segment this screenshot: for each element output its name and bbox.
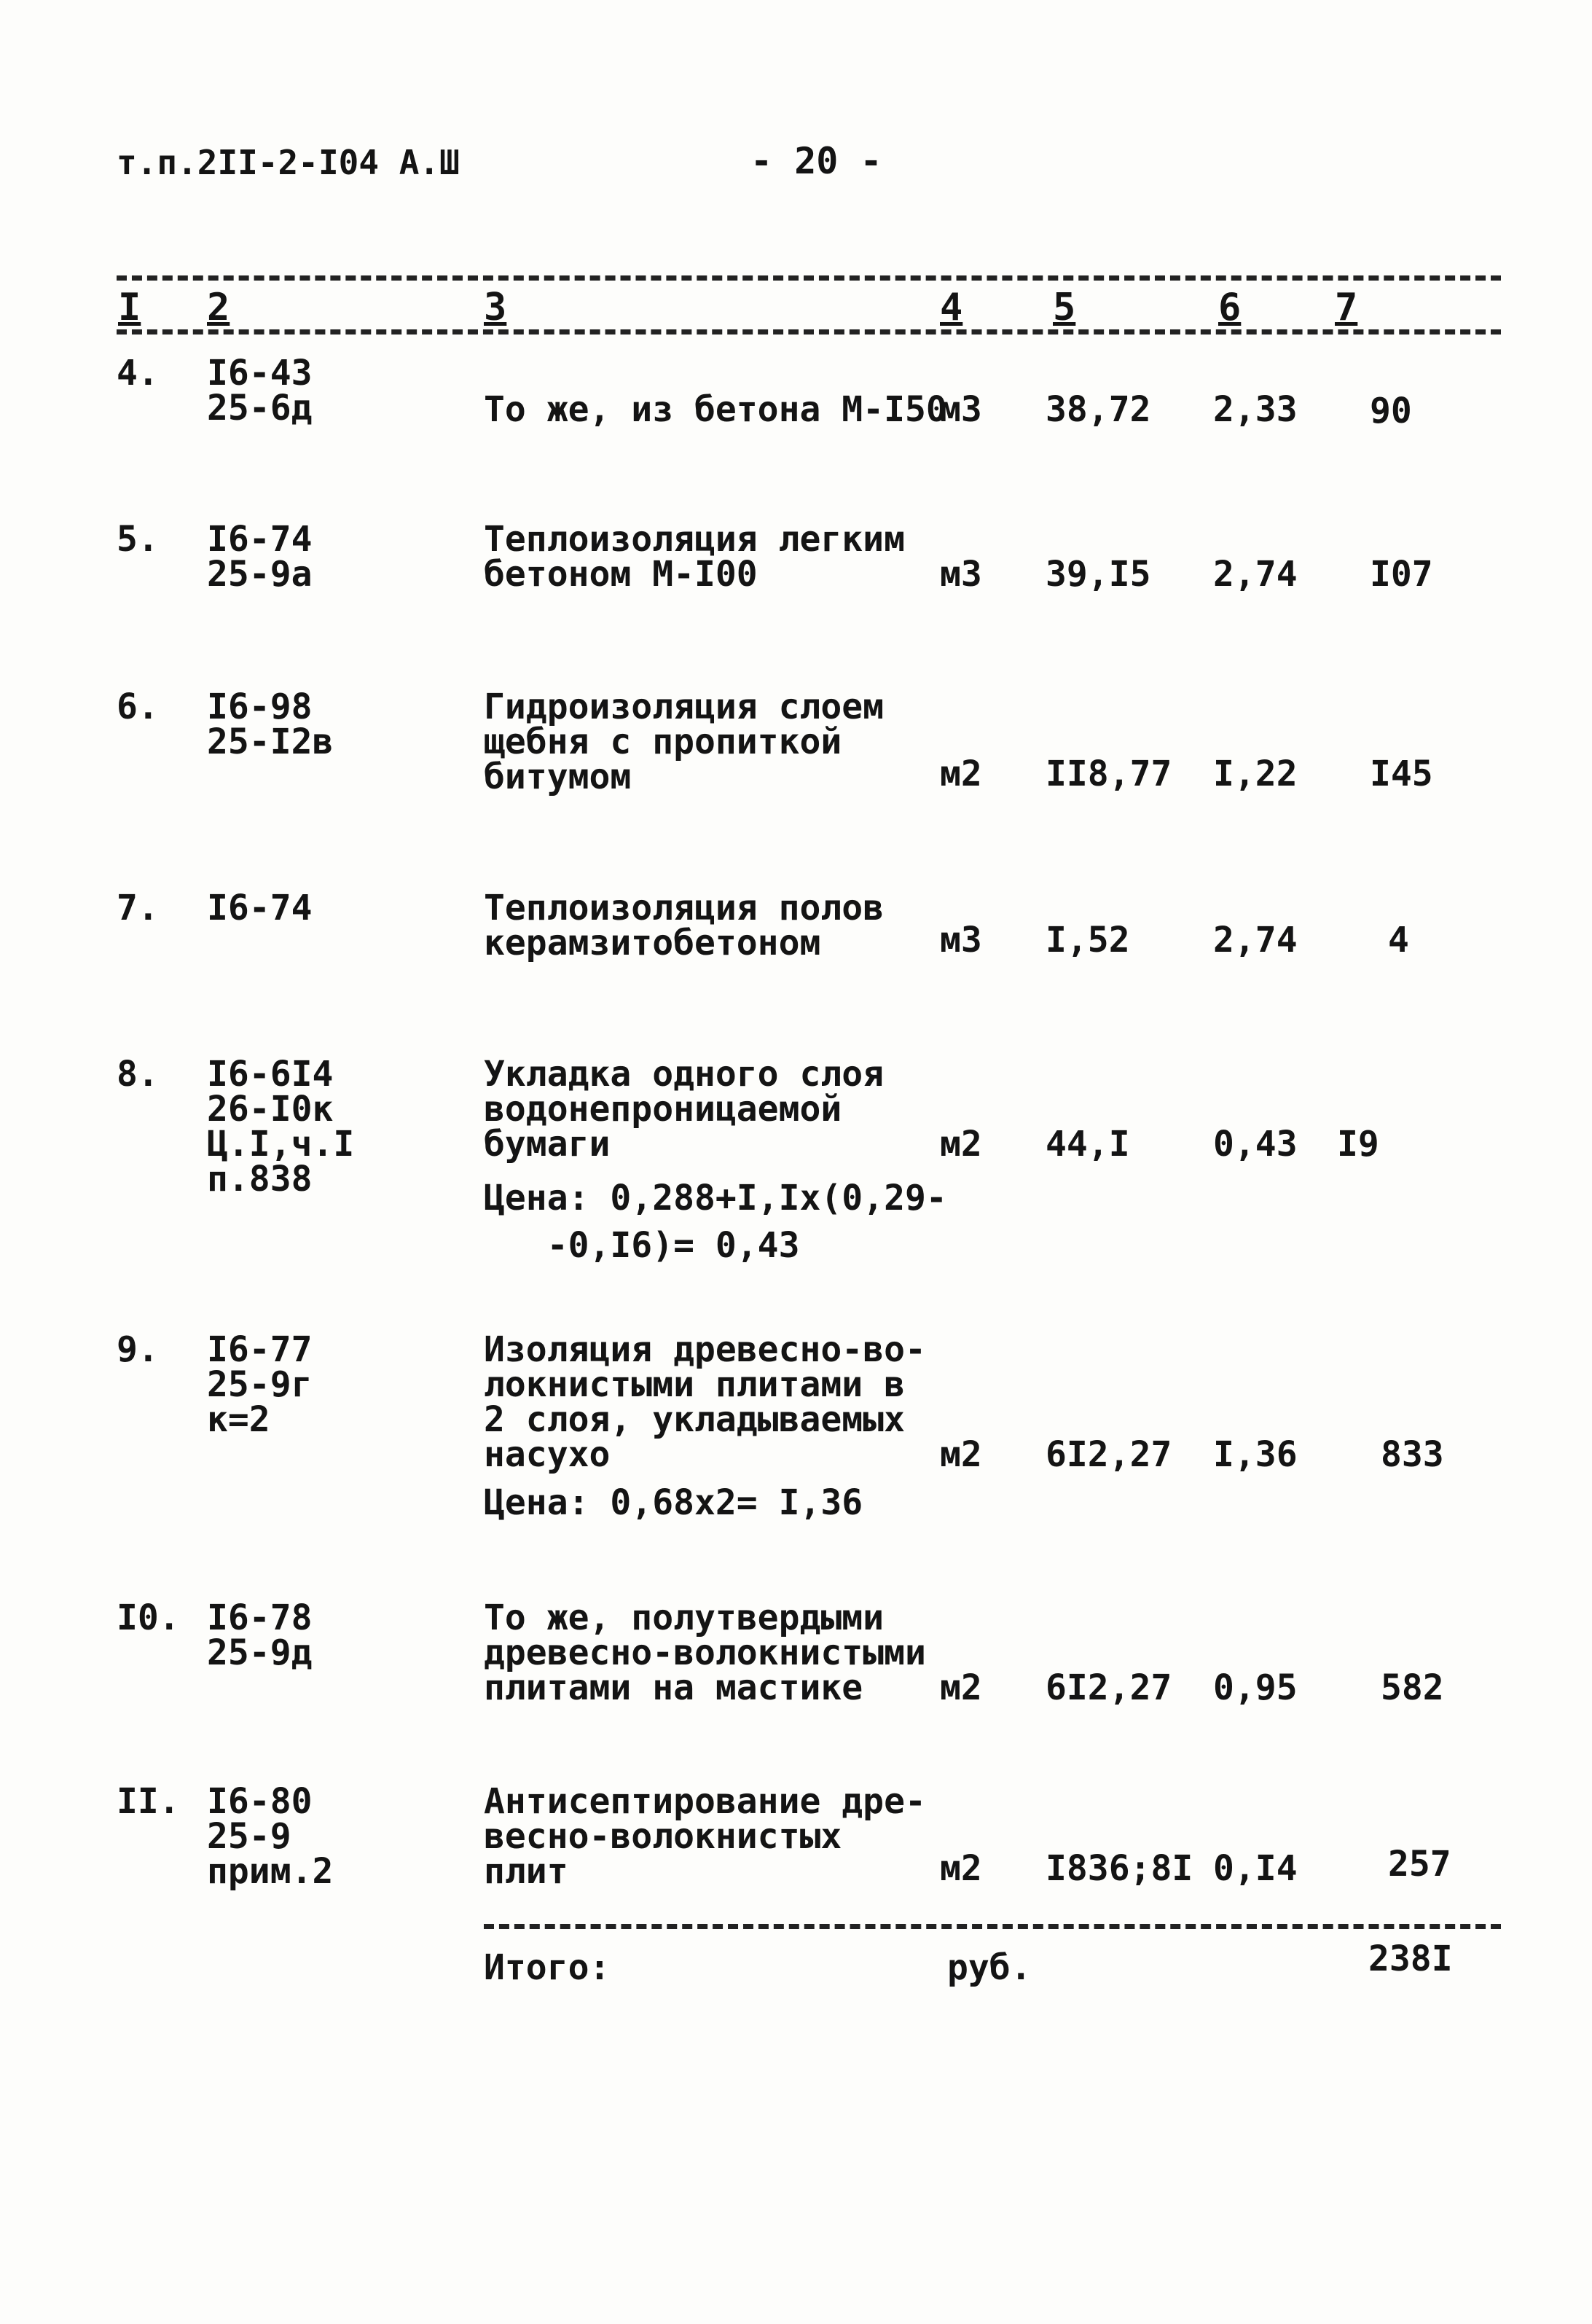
summary-label: Итого:	[484, 1947, 611, 1988]
row-quantity: 39,I5	[1046, 554, 1151, 595]
row-total: 257	[1388, 1844, 1451, 1885]
row-quantity: II8,77	[1046, 754, 1172, 794]
row-code: I6-74 25-9а	[207, 519, 313, 595]
row-description: Теплоизоляция легким бетоном М-I00	[484, 519, 905, 595]
price-note: Цена: 0,68х2= I,36	[484, 1482, 863, 1523]
row-number: 8.	[117, 1054, 159, 1095]
row-unit: м2	[940, 754, 982, 794]
row-quantity: 44,I	[1046, 1124, 1130, 1165]
row-price: 2,33	[1213, 389, 1298, 430]
row-code: I6-6I4 26-I0к Ц.I,ч.I п.838	[207, 1054, 355, 1200]
row-quantity: 38,72	[1046, 389, 1151, 430]
row-unit: м3	[940, 389, 982, 430]
page-number: - 20 -	[750, 140, 882, 182]
row-description: Антисептирование дре- весно-волокнистых плит	[484, 1781, 926, 1892]
row-code: I6-74	[207, 888, 313, 928]
row-code: I6-78 25-9д	[207, 1597, 313, 1673]
col-header-6: 6	[1218, 286, 1242, 329]
row-code: I6-80 25-9 прим.2	[207, 1781, 334, 1892]
row-price: I,22	[1213, 754, 1298, 794]
col-header-3: 3	[484, 286, 507, 329]
row-unit: м2	[940, 1434, 982, 1475]
header-bottom-rule	[117, 329, 1501, 334]
summary-unit: руб.	[947, 1947, 1032, 1988]
row-number: I0.	[117, 1597, 180, 1638]
col-header-5: 5	[1053, 286, 1076, 329]
summary-rule	[484, 1924, 1501, 1929]
row-number: 9.	[117, 1329, 159, 1370]
row-unit: м3	[940, 920, 982, 960]
col-header-4: 4	[940, 286, 963, 329]
price-note: Цена: 0,288+I,Iх(0,29- -0,I6)= 0,43	[484, 1178, 947, 1266]
col-header-2: 2	[207, 286, 230, 329]
row-total: 4	[1388, 920, 1409, 960]
row-quantity: 6I2,27	[1046, 1434, 1172, 1475]
row-total: I9	[1337, 1124, 1379, 1165]
row-description: То же, из бетона М-I50	[484, 389, 947, 430]
col-header-7: 7	[1335, 286, 1358, 329]
document-code: т.п.2II-2-I04 А.Ш	[117, 143, 460, 182]
row-description: Гидроизоляция слоем щебня с пропиткой битумом	[484, 686, 885, 797]
row-price: 2,74	[1213, 920, 1298, 960]
row-number: 7.	[117, 888, 159, 928]
row-total: 90	[1370, 391, 1412, 431]
row-total: I45	[1370, 754, 1433, 794]
row-code: I6-98 25-I2в	[207, 686, 334, 762]
row-unit: м3	[940, 554, 982, 595]
row-price: 2,74	[1213, 554, 1298, 595]
row-quantity: 6I2,27	[1046, 1667, 1172, 1708]
row-total: 582	[1381, 1667, 1444, 1708]
row-total: 833	[1381, 1434, 1444, 1475]
row-number: 5.	[117, 519, 159, 560]
row-unit: м2	[940, 1124, 982, 1165]
row-price: I,36	[1213, 1434, 1298, 1475]
header-top-rule	[117, 275, 1501, 281]
col-header-1: I	[118, 286, 141, 329]
row-number: 6.	[117, 686, 159, 727]
row-price: 0,95	[1213, 1667, 1298, 1708]
row-code: I6-77 25-9г к=2	[207, 1329, 313, 1440]
row-number: 4.	[117, 353, 159, 394]
row-description: Изоляция древесно-во- локнистыми плитами в 2 слоя, укладываемых насухо	[484, 1329, 926, 1475]
row-price: 0,43	[1213, 1124, 1298, 1165]
row-description: Теплоизоляция полов керамзитобетоном	[484, 888, 885, 963]
row-total: I07	[1370, 554, 1433, 595]
row-unit: м2	[940, 1848, 982, 1889]
row-quantity: I,52	[1046, 920, 1130, 960]
row-number: II.	[117, 1781, 180, 1822]
row-description: Укладка одного слоя водонепроницаемой бумаги	[484, 1054, 885, 1165]
row-quantity: I836;8I	[1046, 1848, 1193, 1889]
row-description: То же, полутвердыми древесно-волокнистыми плитами на мастике	[484, 1597, 926, 1708]
row-price: 0,I4	[1213, 1848, 1298, 1889]
summary-total: 238I	[1368, 1938, 1453, 1979]
row-code: I6-43 25-6д	[207, 353, 313, 429]
row-unit: м2	[940, 1667, 982, 1708]
